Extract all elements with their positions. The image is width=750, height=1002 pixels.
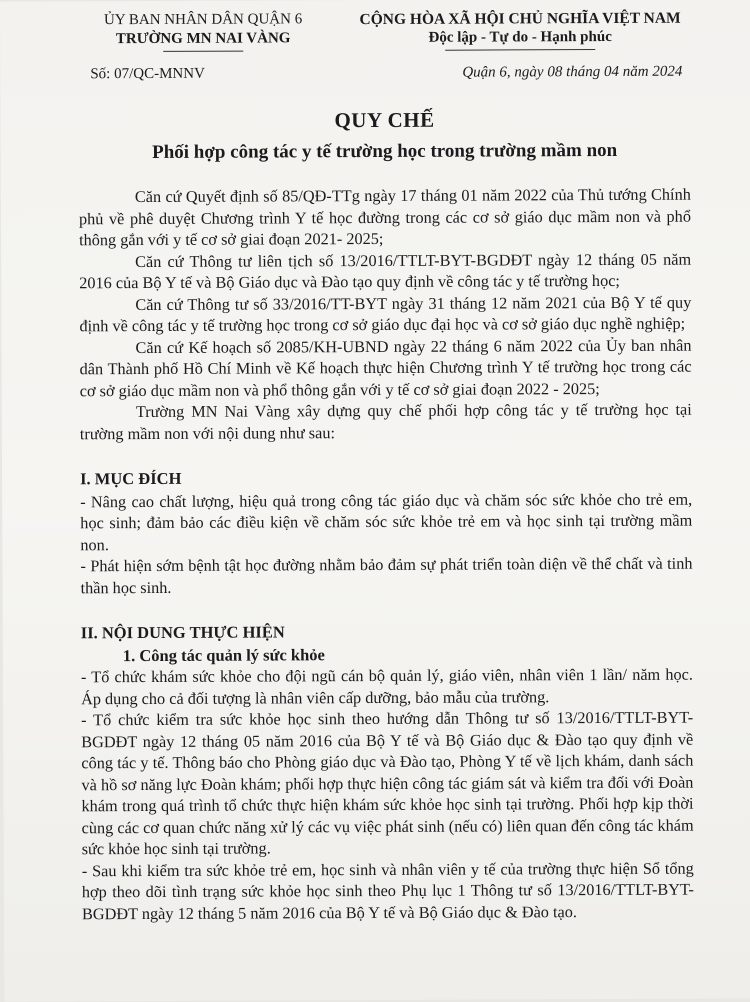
document-subtitle: Phối hợp công tác y tế trường học trong trường mầm non: [152, 139, 618, 163]
national-motto: Độc lập - Tự do - Hạnh phúc: [428, 28, 612, 46]
document-body: [79, 184, 694, 925]
preamble-paragraph: Căn cứ Thông tư liên tịch số 13/2016/TTLT-BYT-BGDĐT ngày 12 tháng 05 năm 2016 của Bộ Y tế và Bộ Giáo dục và Đào tạo quy định về công tác y tế trường học;: [79, 249, 692, 293]
document-title: QUY CHẾ: [334, 107, 435, 133]
motto-underline: [445, 49, 595, 51]
section-item: - Phát hiện sớm bệnh tật học đường nhằm bảo đảm sự phát triển toàn diện về thể chất và tinh thần học sinh.: [80, 553, 693, 597]
preamble-paragraph: Căn cứ Quyết định số 85/QĐ-TTg ngày 17 tháng 01 năm 2022 của Thủ tướng Chính phủ về phê duyệt Chương trình Y tế học đường trong các cơ sở giáo dục mầm non và phổ thông gắn với y tế cơ sở giai đoạn 2021- 2025;: [78, 184, 691, 250]
document-meta: [78, 64, 690, 84]
section-item: - Sau khi kiểm tra sức khỏe trẻ em, học sinh và nhân viên y tế của trường thực hiện Sổ tổng hợp theo dõi tình trạng sức khỏe học sinh theo Phụ lục 1 Thông tư số 13/2016/TTLT-BYT-BGDĐT ngày 12 tháng 5 năm 2016 của Bộ Y tế và Bộ Giáo dục & Đào tạo.: [81, 858, 694, 923]
preamble-paragraph: Căn cứ Kế hoạch số 2085/KH-UBND ngày 22 tháng 6 năm 2022 của Ủy ban nhân dân Thành phố Hồ Chí Minh về Kế hoạch thực hiện Chương trình Y tế trường học trong các cơ sở giáo dục mầm non và phổ thông gắn với y tế cơ sở giai đoạn 2022 - 2025;: [79, 335, 692, 400]
document-number: Số: 07/QC-MNNV: [90, 65, 205, 83]
national-block: [350, 9, 690, 51]
section-item: - Tổ chức khám sức khỏe cho đội ngũ cán bộ quản lý, giáo viên, nhân viên 1 lần/ năm học. Áp dụng cho cả đối tượng là nhân viên cấp dưỡng, bảo mẫu của trường.: [80, 664, 693, 708]
section-heading: II. NỘI DUNG THỰC HIỆN: [80, 622, 285, 643]
document-date: Quận 6, ngày 08 tháng 04 năm 2024: [462, 63, 683, 81]
school-underline: [163, 51, 243, 52]
issuer-block: [78, 10, 328, 52]
subsection-heading: 1. Công tác quản lý sức khỏe: [122, 644, 325, 665]
section-heading: I. MỤC ĐÍCH: [80, 468, 182, 489]
agency-name: ỦY BAN NHÂN DÂN QUẬN 6: [103, 11, 303, 29]
document-header: [78, 9, 690, 53]
republic-name: CỘNG HÒA XÃ HỘI CHỦ NGHĨA VIỆT NAM: [359, 9, 681, 29]
school-name: TRƯỜNG MN NAI VÀNG: [115, 30, 291, 48]
section-item: - Nâng cao chất lượng, hiệu quả trong công tác giáo dục và chăm sóc sức khỏe cho trẻ em, học sinh; đảm bảo các điều kiện về chăm sóc sức khỏe trẻ em và học sinh tại trường mầm non.: [80, 489, 693, 554]
preamble-paragraph: Căn cứ Thông tư số 33/2016/TT-BYT ngày 31 tháng 12 năm 2021 của Bộ Y tế quy định về công tác y tế trường học trong cơ sở giáo dục đại học và cơ sở giáo dục nghề nghiệp;: [79, 292, 692, 336]
preamble-paragraph: Trường MN Nai Vàng xây dựng quy chế phối hợp công tác y tế trường học tại trường mầm non với nội dung như sau:: [79, 399, 692, 443]
section-item: - Tổ chức kiểm tra sức khỏe học sinh theo hướng dẫn Thông tư số 13/2016/TTLT-BYT-BGDĐT ngày 12 tháng 05 năm 2016 của Bộ Y tế và Bộ Giáo dục & Đào tạo quy định về công tác y tế. Thông báo cho Phòng giáo dục và Đào tạo, Phòng Y tế về lịch khám, danh sách và hồ sơ năng lực Đoàn khám; phối hợp thực hiện công tác giám sát và kiểm tra đối với Đoàn khám trong quá trình tổ chức thực hiện khám sức khỏe học sinh tại trường. Phối hợp kịp thời cùng các cơ quan chức năng xử lý các vụ việc phát sinh (nếu có) liên quan đến công tác khám sức khỏe học sinh tại trường.: [81, 707, 694, 859]
